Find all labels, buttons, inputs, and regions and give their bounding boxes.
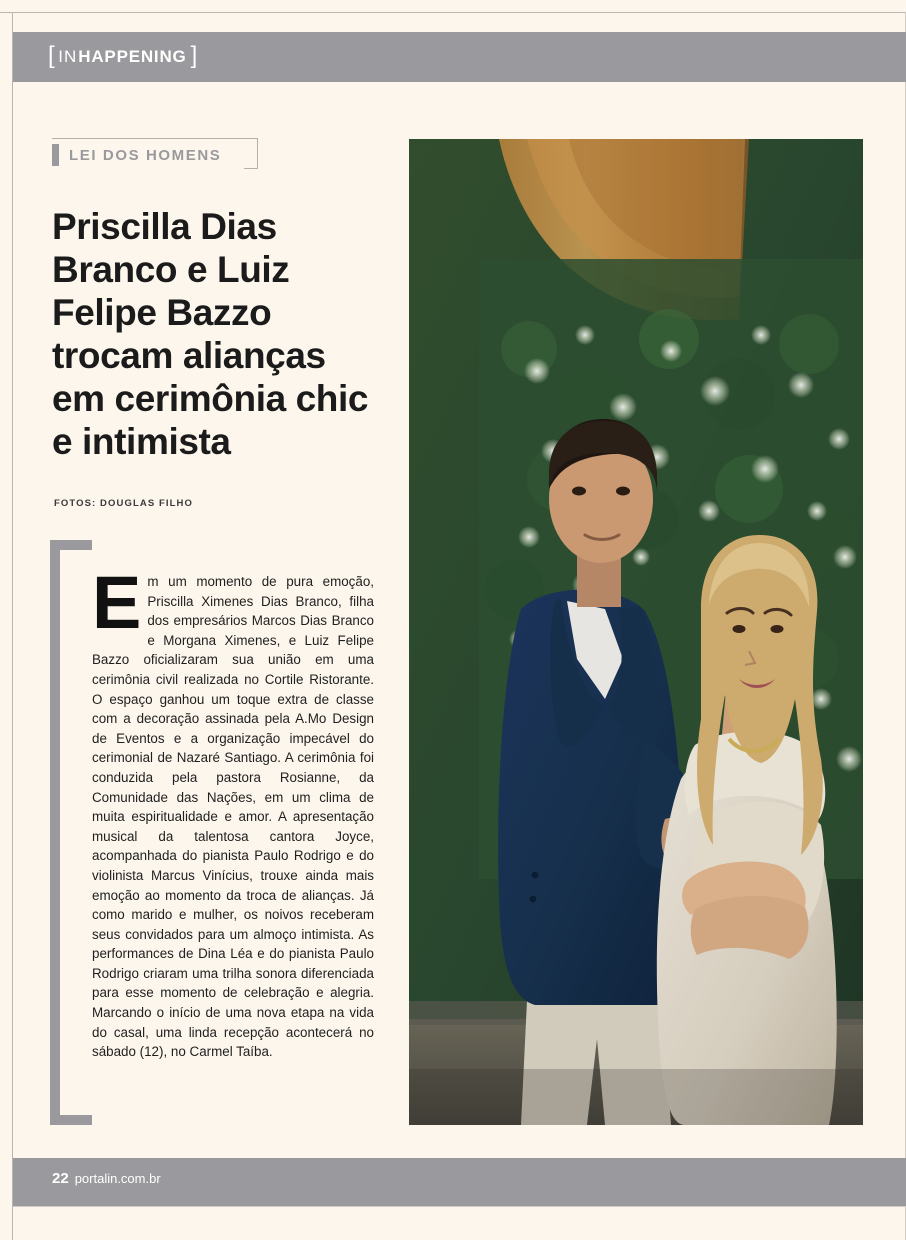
article-body: [92, 561, 374, 1062]
site-url: portalin.com.br: [74, 1171, 161, 1186]
photo-credit: FOTOS: DOUGLAS FILHO: [54, 498, 193, 509]
kicker-rule-right: [257, 138, 258, 169]
section-tag-happening: HAPPENING: [78, 47, 187, 66]
kicker-rule-top: [52, 138, 258, 139]
kicker-bar: [52, 144, 59, 166]
kicker-label: LEI DOS HOMENS: [69, 146, 222, 164]
footer: [52, 1170, 161, 1187]
bracket-close: ]: [190, 42, 198, 69]
article-body-text: m um momento de pura emoção, Priscilla Ximenes Dias Branco, filha dos empresários Marcos Dias Branco e Morgana Ximenes, e Luiz Felipe Bazzo oficializaram sua união em uma cerimônia civil realizada no Cortile Ristorante. O espaço ganhou um toque extra de classe com a decoração assinada pela A.Mo Design de Eventos e a organização impecável do cerimonial de Nazaré Santiago. A cerimônia foi conduzida pela pastora Rosianne, da Comunidade das Nações, em um clima de muita espiritualidade e amor. A apresentação musical da talentosa cantora Joyce, acompanhada do pianista Paulo Rodrigo e do violinista Marcus Vinícius, trouxe ainda mais emoção ao momento da troca de alianças. Já como marido e mulher, os noivos receberam seus convidados para um almoço intimista. As performances de Dina Léa e do pianista Paulo Rodrigo criaram uma trilha sonora diferenciada para esse momento de celebração e alegria. Marcando o início de uma nova etapa na vida do casal, uma linda recepção acontecerá no sábado (12), no Carmel Taíba.: [92, 574, 374, 1060]
bracket-open: [: [48, 42, 56, 69]
page-number: 22: [52, 1170, 69, 1187]
kicker-rule-bottom: [244, 168, 258, 169]
footer-rule: [13, 1206, 906, 1207]
bracket-decoration: [50, 540, 92, 1125]
section-tag: [48, 44, 198, 70]
article-photo: [409, 139, 863, 1125]
section-tag-in: IN: [58, 47, 78, 66]
page-title: Priscilla Dias Branco e Luiz Felipe Bazzo trocam alianças em cerimônia chic e intimista: [52, 205, 369, 462]
top-rule: [0, 12, 906, 13]
article-kicker: [52, 144, 252, 166]
drop-cap: E: [92, 561, 142, 644]
left-edge-rule: [12, 12, 13, 1240]
